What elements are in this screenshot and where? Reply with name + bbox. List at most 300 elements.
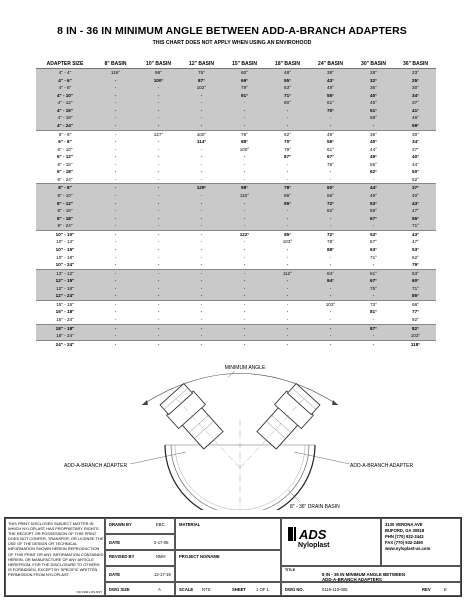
angle-cell: -: [243, 239, 246, 245]
angle-table: [36, 60, 436, 348]
header-basin: 24" BASIN: [309, 60, 352, 69]
table-row: [36, 114, 436, 122]
table-row: [36, 332, 436, 340]
angle-cell: 53°: [352, 230, 395, 238]
angle-cell: 114°: [196, 139, 207, 145]
address-cell: [381, 518, 461, 566]
angle-cell: 55°: [327, 139, 334, 145]
angle-cell: -: [200, 317, 203, 322]
adapter-size-cell: 4" - 18": [36, 114, 94, 122]
angle-cell: 72°: [309, 230, 352, 238]
angle-cell: 63°: [266, 84, 309, 92]
angle-cell: -: [223, 200, 266, 208]
angle-cell: -: [223, 122, 266, 130]
fax: FAX (770) 932-2490: [385, 540, 423, 545]
angle-cell: -: [243, 246, 246, 252]
angle-cell: -: [180, 200, 223, 208]
angle-cell: -: [372, 176, 375, 182]
right-adapter-label: ADD-A-BRANCH ADAPTER: [350, 463, 414, 469]
adapter-size-cell: 4" - 8": [36, 84, 94, 92]
angle-cell: 78°: [223, 130, 266, 138]
angle-cell: -: [372, 317, 375, 322]
adapter-size-cell: 8" - 10": [36, 192, 94, 200]
table-row: [36, 200, 436, 208]
angle-cell: -: [157, 161, 160, 167]
angle-cell: 53°: [395, 269, 436, 277]
angle-cell: -: [180, 107, 223, 115]
angle-cell: -: [114, 239, 117, 245]
angle-cell: 82°: [309, 207, 352, 215]
angle-cell: -: [137, 332, 180, 340]
angle-cell: -: [243, 317, 246, 322]
angle-cell: 75°: [180, 69, 223, 77]
angle-cell: -: [114, 154, 117, 160]
angle-cell: -: [94, 77, 137, 85]
angle-cell: -: [114, 146, 117, 152]
angle-cell: -: [180, 122, 223, 130]
angle-cell: -: [157, 169, 160, 175]
angle-cell: -: [137, 340, 180, 348]
angle-cell: 78°: [327, 239, 334, 245]
table-row: [36, 176, 436, 184]
angle-cell: -: [94, 84, 137, 92]
revised-by-label: REVISED BY: [109, 554, 135, 559]
angle-cell: -: [137, 207, 180, 215]
angle-cell: -: [137, 285, 180, 293]
page-subtitle: THIS CHART DOES NOT APPLY WHEN USING AN ENVIROHOOD: [152, 40, 312, 46]
angle-cell: 49°: [309, 130, 352, 138]
angle-cell: -: [223, 99, 266, 107]
angle-cell: 43°: [395, 230, 436, 238]
angle-cell: 71°: [395, 285, 436, 293]
adapter-size-cell: 6" - 15": [57, 161, 73, 167]
angle-cell: 87°: [284, 154, 291, 160]
angle-cell: 88°: [327, 246, 334, 252]
angle-cell: 61°: [352, 269, 395, 277]
adapter-size-cell: 8" - 15": [36, 207, 94, 215]
angle-cell: 43°: [395, 200, 436, 208]
angle-cell: 62°: [266, 130, 309, 138]
angle-cell: 41°: [395, 107, 436, 115]
phone: PHN (770) 932-2443: [385, 534, 424, 539]
angle-cell: -: [137, 92, 180, 100]
angle-cell: 118°: [395, 340, 436, 348]
angle-cell: 63°: [370, 246, 377, 252]
dwg-size-cell: [105, 582, 175, 596]
right-adapter: [253, 382, 321, 452]
angle-cell: -: [223, 215, 266, 223]
angle-cell: -: [94, 300, 137, 308]
angle-cell: 77°: [412, 309, 419, 315]
angle-cell: -: [223, 222, 266, 230]
angle-cell: 85°: [395, 292, 436, 300]
table-row: [36, 222, 436, 230]
angle-cell: -: [114, 317, 117, 322]
angle-cell: -: [137, 230, 180, 238]
angle-cell: -: [137, 269, 180, 277]
svg-text:ADS: ADS: [299, 527, 327, 542]
angle-cell: -: [286, 317, 289, 322]
angle-cell: -: [223, 114, 266, 122]
angle-cell: -: [266, 324, 309, 332]
angle-cell: -: [286, 161, 289, 167]
table-row: [36, 77, 436, 85]
angle-cell: 60°: [223, 69, 266, 77]
angle-cell: 62°: [412, 176, 419, 182]
title-label: TITLE: [285, 568, 295, 572]
angle-cell: 47°: [412, 239, 419, 245]
angle-cell: -: [266, 114, 309, 122]
angle-cell: -: [180, 114, 223, 122]
angle-cell: -: [243, 161, 246, 167]
sheet-value: 1 OF 1: [256, 587, 269, 592]
angle-cell: -: [372, 262, 375, 268]
angle-cell: -: [200, 169, 203, 175]
adapter-size-cell: 4" - 12": [36, 99, 94, 107]
title-line-1: 8 IN - 36 IN MINIMUM ANGLE BETWEEN: [322, 572, 406, 577]
angle-cell: -: [266, 300, 309, 308]
angle-cell: -: [329, 309, 332, 315]
angle-cell: 46°: [395, 114, 436, 122]
angle-cell: -: [223, 324, 266, 332]
date-label-1: DATE: [109, 540, 121, 545]
table-row: [36, 277, 436, 285]
table-row: [36, 238, 436, 246]
angle-cell: -: [137, 300, 180, 308]
angle-cell: 119°: [94, 69, 137, 77]
angle-cell: -: [180, 292, 223, 300]
angle-cell: 100°: [137, 77, 180, 85]
angle-cell: -: [309, 122, 352, 130]
angle-cell: -: [309, 114, 352, 122]
angle-cell: 23°: [395, 69, 436, 77]
angle-cell: -: [94, 230, 137, 238]
angle-cell: -: [180, 207, 223, 215]
header-basin: 15" BASIN: [223, 60, 266, 69]
table-row: [36, 192, 436, 200]
angle-cell: 70°: [284, 139, 291, 145]
angle-cell: -: [94, 222, 137, 230]
adapter-size-cell: 6" - 24": [57, 176, 73, 182]
table-row: [36, 340, 436, 348]
angle-cell: -: [114, 246, 117, 252]
angle-cell: -: [94, 269, 137, 277]
adapter-size-cell: 10" - 18": [56, 254, 74, 260]
angle-cell: 55°: [309, 92, 352, 100]
angle-cell: 55°: [370, 161, 377, 167]
angle-cell: -: [266, 122, 309, 130]
angle-cell: 127°: [137, 130, 180, 138]
angle-cell: -: [352, 222, 395, 230]
angle-cell: -: [137, 222, 180, 230]
adapter-size-cell: 12" - 24": [36, 292, 94, 300]
angle-cell: -: [180, 215, 223, 223]
angle-cell: 70°: [309, 107, 352, 115]
angle-cell: 79°: [284, 146, 291, 152]
angle-cell: 37°: [395, 99, 436, 107]
angle-cell: -: [137, 292, 180, 300]
angle-cell: -: [200, 146, 203, 152]
angle-cell: -: [180, 300, 223, 308]
dwg-size-label: DWG SIZE: [109, 587, 130, 592]
angle-cell: -: [94, 130, 137, 138]
angle-cell: 88°: [241, 139, 248, 145]
disclaimer-text: THIS PRINT DISCLOSES SUBJECT MATTER IN WHICH NYLOPLAST HAS PROPRIETARY RIGHTS. THE RECEIPT OR POSSESSION OF THIS PRINT DOES NOT CONFER, TRANSFER, OR LICENSE THE USE OF THE DESIGN OR TECHNICAL INFORMATION SHOWN HEREIN REPRODUCTION OF THIS PRINT OR ANY INFORMATION CONTAINED HEREIN, OR MANUFACTURE OF ANY ARTICLE HEREFROM, FOR THE DISCLOSURE TO OTHERS IS FORBIDDEN, EXCEPT BY SPECIFIC WRITTEN PERMISSION FROM NYLOPLAST.: [8, 521, 104, 577]
table-row: [36, 215, 436, 223]
angle-cell: 61°: [309, 99, 352, 107]
angle-cell: -: [180, 99, 223, 107]
angle-cell: 62°: [412, 254, 419, 260]
angle-cell: 40°: [352, 92, 395, 100]
adapter-size-cell: 18" - 24": [36, 332, 94, 340]
adapter-diagram: [60, 360, 420, 510]
adapter-size-cell: 12" - 12": [36, 269, 94, 277]
angle-cell: -: [114, 176, 117, 182]
angle-cell: 80°: [266, 99, 309, 107]
date-cell-1: [105, 534, 175, 550]
angle-cell: 67°: [352, 277, 395, 285]
adapter-size-cell: 6" - 18": [56, 169, 74, 175]
angle-cell: 60°: [395, 277, 436, 285]
angle-cell: -: [329, 254, 332, 260]
angle-cell: -: [137, 215, 180, 223]
title-block: [4, 517, 462, 597]
address-line-1: 3130 VERONA AVE: [385, 522, 423, 527]
angle-cell: 69°: [223, 77, 266, 85]
adapter-size-cell: 8" - 12": [36, 200, 94, 208]
angle-cell: -: [309, 324, 352, 332]
angle-cell: 78°: [266, 184, 309, 192]
sheet-label: SHEET: [232, 587, 246, 592]
angle-cell: -: [223, 300, 266, 308]
angle-cell: 129°: [180, 184, 223, 192]
dwg-no-label: DWG NO.: [285, 587, 304, 592]
rev-label: REV: [422, 587, 431, 592]
angle-cell: -: [266, 215, 309, 223]
angle-cell: 37°: [412, 146, 419, 152]
scale-value: NTS: [202, 587, 211, 592]
project-label: PROJECT NO/NAME: [179, 554, 220, 559]
angle-cell: -: [157, 154, 160, 160]
angle-cell: -: [309, 332, 352, 340]
basin-label: 8" - 36" DRAIN BASIN: [290, 504, 340, 510]
angle-cell: -: [94, 107, 137, 115]
angle-cell: 95°: [266, 200, 309, 208]
angle-cell: 44°: [370, 146, 377, 152]
angle-cell: -: [309, 222, 352, 230]
table-row: [36, 146, 436, 154]
angle-cell: -: [157, 239, 160, 245]
angle-cell: 36°: [352, 130, 395, 138]
angle-cell: -: [266, 277, 309, 285]
angle-cell: -: [157, 146, 160, 152]
angle-cell: 68°: [395, 300, 436, 308]
min-angle-label: MINIMUM ANGLE: [224, 365, 266, 371]
header-adapter-size: ADAPTER SIZE: [36, 60, 94, 69]
angle-cell: 94°: [309, 277, 352, 285]
table-row: [36, 99, 436, 107]
angle-cell: 37°: [395, 184, 436, 192]
angle-cell: -: [114, 161, 117, 167]
angle-cell: 49°: [352, 192, 395, 200]
adapter-size-cell: 4" - 10": [36, 92, 94, 100]
angle-cell: 73°: [352, 300, 395, 308]
adapter-size-cell: 8" - 18": [36, 215, 94, 223]
angle-cell: 30°: [395, 130, 436, 138]
angle-cell: -: [137, 277, 180, 285]
angle-cell: -: [180, 277, 223, 285]
angle-cell: -: [114, 139, 117, 145]
angle-cell: -: [266, 222, 309, 230]
scale-label: SCALE: [179, 587, 194, 592]
angle-cell: -: [243, 254, 246, 260]
angle-cell: -: [352, 340, 395, 348]
angle-cell: 51°: [352, 107, 395, 115]
angle-cell: -: [200, 161, 203, 167]
angle-cell: 60°: [309, 184, 352, 192]
angle-cell: -: [266, 340, 309, 348]
table-row: [36, 300, 436, 308]
angle-cell: -: [137, 324, 180, 332]
table-row: [36, 292, 436, 300]
angle-cell: -: [157, 309, 160, 315]
angle-cell: 30°: [395, 84, 436, 92]
angle-cell: 95°: [266, 230, 309, 238]
angle-cell: -: [286, 169, 289, 175]
adapter-size-cell: 15" - 15": [36, 300, 94, 308]
angle-cell: 59°: [352, 207, 395, 215]
angle-cell: -: [94, 200, 137, 208]
angle-cell: 53°: [352, 200, 395, 208]
scale-sheet-cell: [175, 582, 281, 596]
angle-cell: -: [94, 122, 137, 130]
angle-cell: 67°: [352, 215, 395, 223]
angle-cell: 49°: [309, 84, 352, 92]
angle-cell: -: [157, 176, 160, 182]
angle-cell: -: [243, 154, 246, 160]
dwg-no-cell: [281, 582, 461, 596]
date-label-2: DATE: [109, 572, 121, 577]
ads-nyloplast-logo: [288, 525, 376, 549]
angle-cell: -: [200, 309, 203, 315]
left-adapter-label: ADD-A-BRANCH ADAPTER: [64, 463, 128, 469]
angle-cell: 81°: [370, 309, 377, 315]
page-title: 8 IN - 36 IN MINIMUM ANGLE BETWEEN ADD-A-BRANCH ADAPTERS: [57, 25, 407, 37]
table-row: [36, 153, 436, 161]
angle-cell: 57°: [370, 239, 377, 245]
angle-cell: -: [329, 317, 332, 322]
angle-cell: 47°: [395, 207, 436, 215]
angle-cell: 103°: [282, 239, 293, 245]
adapter-size-cell: 4" - 6": [36, 77, 94, 85]
angle-cell: 79°: [412, 262, 419, 268]
angle-cell: 100°: [239, 146, 250, 152]
angle-cell: 61°: [327, 146, 334, 152]
table-row: [36, 107, 436, 115]
adapter-size-cell: 4" - 24": [36, 122, 94, 130]
angle-cell: 40°: [412, 154, 419, 160]
table-row: [36, 69, 436, 77]
date-value-2: 12-17-19: [154, 572, 171, 577]
angle-cell: -: [94, 340, 137, 348]
angle-cell: -: [243, 169, 246, 175]
angle-cell: -: [286, 254, 289, 260]
angle-cell: -: [137, 200, 180, 208]
angle-cell: 75°: [352, 285, 395, 293]
angle-cell: -: [180, 285, 223, 293]
angle-cell: -: [114, 169, 117, 175]
date-value-1: 2-17-05: [154, 540, 169, 545]
angle-cell: -: [243, 262, 246, 268]
angle-cell: -: [180, 230, 223, 238]
material-label: MATERIAL: [179, 522, 201, 527]
angle-cell: 32°: [352, 77, 395, 85]
angle-cell: -: [157, 246, 160, 252]
angle-cell: -: [200, 154, 203, 160]
angle-cell: -: [114, 262, 117, 268]
dwg-size-value: A: [158, 587, 161, 592]
table-row: [36, 254, 436, 262]
angle-cell: 55°: [395, 215, 436, 223]
angle-cell: -: [180, 269, 223, 277]
angle-cell: -: [266, 107, 309, 115]
angle-cell: 36°: [352, 84, 395, 92]
angle-cell: -: [94, 215, 137, 223]
angle-cell: -: [243, 176, 246, 182]
disclaimer-cell: [5, 518, 105, 596]
angle-cell: 66°: [309, 192, 352, 200]
angle-cell: -: [180, 332, 223, 340]
angle-cell: -: [352, 332, 395, 340]
table-row: [36, 324, 436, 332]
table-row: [36, 316, 436, 324]
angle-cell: 55°: [266, 77, 309, 85]
angle-cell: 62°: [370, 169, 377, 175]
angle-cell: -: [137, 184, 180, 192]
angle-cell: 87°: [180, 77, 223, 85]
adapter-size-cell: 4" - 15": [36, 107, 94, 115]
table-body: [36, 69, 436, 349]
adapter-size-cell: 15" - 18": [55, 309, 75, 315]
adapter-size-cell: 10" - 10": [36, 230, 94, 238]
angle-cell: -: [286, 176, 289, 182]
angle-cell: -: [223, 207, 266, 215]
angle-cell: -: [157, 254, 160, 260]
angle-cell: -: [200, 262, 203, 268]
angle-cell: 102°: [180, 84, 223, 92]
angle-cell: 112°: [266, 269, 309, 277]
angle-cell: -: [266, 207, 309, 215]
angle-cell: -: [94, 92, 137, 100]
angle-cell: -: [223, 277, 266, 285]
angle-cell: 45°: [352, 99, 395, 107]
angle-cell: 92°: [412, 317, 419, 322]
angle-cell: -: [180, 192, 223, 200]
angle-cell: 48°: [266, 69, 309, 77]
angle-cell: -: [94, 332, 137, 340]
angle-cell: -: [329, 169, 332, 175]
left-adapter: [159, 382, 227, 452]
angle-cell: -: [94, 292, 137, 300]
angle-cell: -: [286, 246, 289, 252]
material-cell: [175, 518, 281, 550]
angle-cell: 44°: [412, 161, 419, 167]
angle-cell: 82°: [395, 324, 436, 332]
table-row: [36, 130, 436, 138]
adapter-size-cell: 12" - 15": [36, 277, 94, 285]
drawn-by-value: EBC: [156, 522, 165, 527]
angle-cell: 40°: [395, 192, 436, 200]
